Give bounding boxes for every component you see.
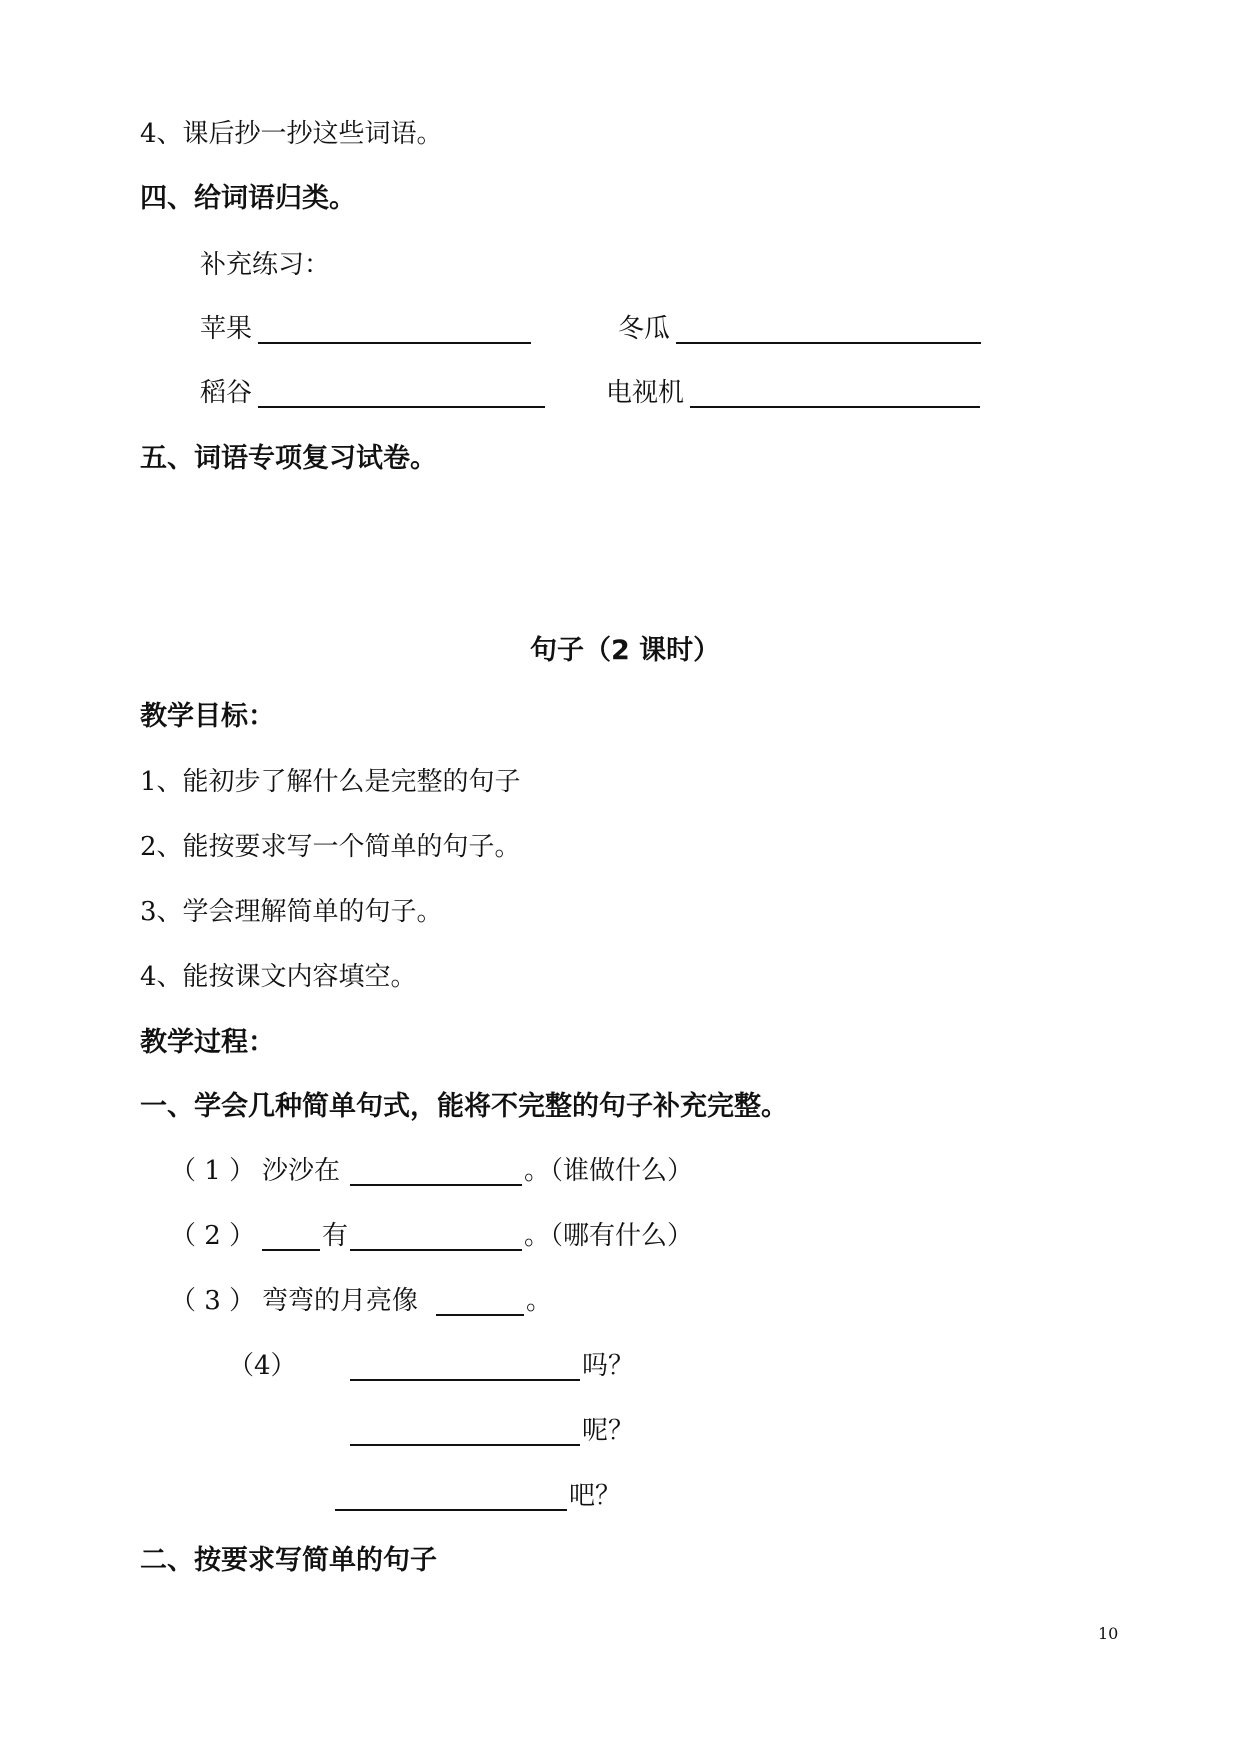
goal-3: 3、学会理解简单的句子。 bbox=[140, 897, 443, 927]
exercise-3-number: （ 3 ） bbox=[170, 1286, 256, 1316]
lesson-title: 句子（2 课时） bbox=[530, 635, 721, 666]
exercise-4a-end: 吗？ bbox=[582, 1351, 635, 1381]
exercise-2-blank-b bbox=[350, 1249, 522, 1251]
goals-heading: 教学目标： bbox=[140, 701, 275, 732]
word-apple: 苹果 bbox=[200, 314, 253, 344]
blank-apple bbox=[258, 342, 531, 344]
heading-classify-words: 四、给词语归类。 bbox=[140, 183, 356, 214]
page-number: 10 bbox=[1098, 1624, 1119, 1643]
exercise-1-number: （ 1 ） bbox=[170, 1156, 256, 1186]
goal-2: 2、能按要求写一个简单的句子。 bbox=[140, 832, 521, 862]
exercise-2-blank-a bbox=[262, 1249, 320, 1251]
exercise-4b-blank bbox=[350, 1444, 580, 1446]
exercise-4a-blank bbox=[350, 1379, 580, 1381]
exercise-4c-end: 吧？ bbox=[569, 1481, 622, 1511]
heading-vocab-review: 五、词语专项复习试卷。 bbox=[140, 443, 437, 474]
exercise-4-number: （4） bbox=[228, 1351, 297, 1381]
exercise-3-blank bbox=[436, 1314, 524, 1316]
item-4-copy-words: 4、课后抄一抄这些词语。 bbox=[140, 119, 443, 149]
goal-1: 1、能初步了解什么是完整的句子 bbox=[140, 767, 521, 797]
exercise-4c-blank bbox=[335, 1509, 567, 1511]
word-rice: 稻谷 bbox=[200, 378, 253, 408]
exercise-3-text: 弯弯的月亮像 bbox=[262, 1286, 419, 1316]
supplementary-label: 补充练习： bbox=[200, 250, 331, 280]
step-2-heading: 二、按要求写简单的句子 bbox=[140, 1545, 437, 1576]
exercise-2-text: 有 bbox=[322, 1221, 349, 1251]
exercise-2-number: （ 2 ） bbox=[170, 1221, 256, 1251]
word-winter-melon: 冬瓜 bbox=[618, 314, 671, 344]
goal-4: 4、能按课文内容填空。 bbox=[140, 962, 417, 992]
process-heading: 教学过程： bbox=[140, 1027, 275, 1058]
blank-television bbox=[690, 406, 980, 408]
exercise-2-hint: 。（哪有什么） bbox=[524, 1221, 694, 1251]
exercise-3-end: 。 bbox=[526, 1286, 553, 1316]
exercise-1-blank bbox=[350, 1184, 522, 1186]
step-1-heading: 一、学会几种简单句式，能将不完整的句子补充完整。 bbox=[140, 1091, 788, 1122]
word-television: 电视机 bbox=[606, 378, 685, 408]
exercise-1-text: 沙沙在 bbox=[262, 1156, 341, 1186]
exercise-4b-end: 呢？ bbox=[582, 1416, 635, 1446]
blank-winter-melon bbox=[676, 342, 981, 344]
blank-rice bbox=[258, 406, 545, 408]
exercise-1-hint: 。（谁做什么） bbox=[524, 1156, 694, 1186]
